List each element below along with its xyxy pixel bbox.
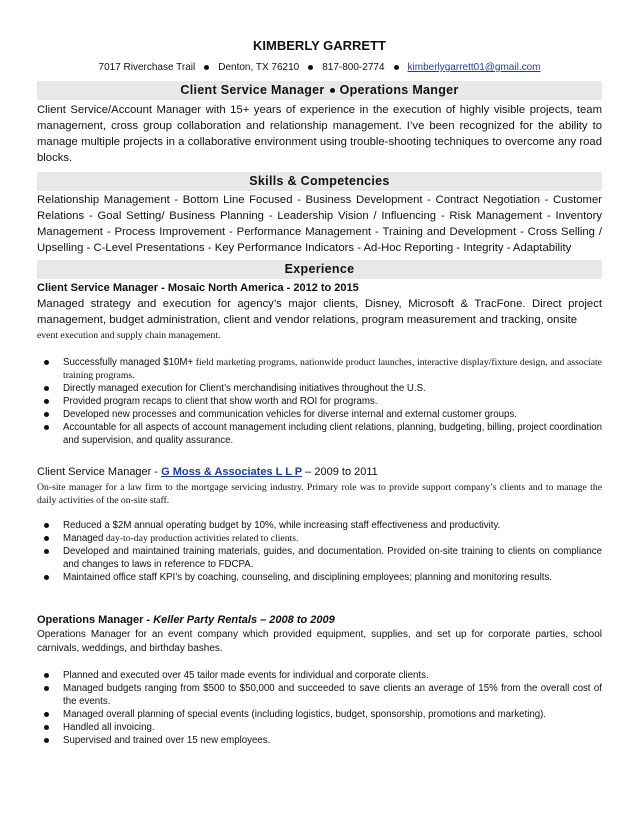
list-item: Supervised and trained over 15 new employees. [37, 734, 602, 747]
list-item: Developed and maintained training materials, guides, and documentation. Provided on-site training to clients on compliance and changes to laws in reference to FDCPA. [37, 545, 602, 571]
list-item: Directly managed execution for Client’s merchandising initiatives throughout the U.S. [37, 382, 602, 395]
job1-title [37, 280, 602, 296]
company-link[interactable]: G Moss & Associates L L P [161, 466, 303, 478]
list-item: Successfully managed $10M+ field marketing programs, nationwide product launches, interactive display/fixture design, and associate training programs. [37, 356, 602, 382]
job1-bullets [37, 356, 602, 447]
list-item: Managed overall planning of special events (including logistics, budget, sponsorship, promotions and marketing). [37, 708, 602, 721]
job2-desc: On-site manager for a law firm to the mortgage servicing industry. Primary role was to provide support company’s clients and to manage the daily activities of the on-site staff. [37, 482, 602, 506]
list-item: Reduced a $2M annual operating budget by 10%, while increasing staff effectiveness and productivity. [37, 519, 602, 532]
job3-desc: Operations Manager for an event company which provided equipment, supplies, and set up for corporate parties, school carnivals, weddings, and birthday bashes. [37, 629, 602, 654]
list-item: Managed day-to-day production activities related to clients. [37, 532, 602, 545]
candidate-name: KIMBERLY GARRETT [253, 38, 386, 53]
experience-heading: Experience [37, 260, 602, 279]
list-item: Planned and executed over 45 tailor made events for individual and corporate clients. [37, 669, 602, 682]
job1-desc-small: event execution and supply chain management. [37, 330, 221, 341]
job1-title-text: Client Service Manager - Mosaic North America - 2012 to 2015 [37, 282, 359, 294]
title-right: Operations Manger [339, 83, 459, 97]
list-item: Handled all invoicing. [37, 721, 602, 734]
list-item: Managed budgets ranging from $500 to $50,000 and succeeded to save clients an average of 15% from the overall cost of the events. [37, 682, 602, 708]
bullet-separator-icon [330, 88, 335, 93]
skills-text: Relationship Management - Bottom Line Focused - Business Development - Contract Negotiation - Customer Relations - Goal Setting/ Business Planning - Leadership Vision / Influencing - Risk Management - Inventory Management - Process Improvement - Performance Management - Training and Development - Cross Selling / Upselling - C-Level Presentations - Key Performance Indicators - Ad-Hoc Reporting - Integrity - Adaptability [37, 194, 602, 254]
bullet-separator-icon [204, 65, 209, 70]
phone: 817-800-2774 [322, 62, 385, 73]
title-left: Client Service Manager [180, 83, 325, 97]
list-item: Maintained office staff KPI’s by coaching, counseling, and disciplining employees; planning and monitoring results. [37, 571, 602, 584]
city: Denton, TX 76210 [218, 62, 300, 73]
summary: Client Service/Account Manager with 15+ years of experience in the execution of highly visible projects, team management, cross group collaboration and relationship management. I’ve been recognized for the ability to manage multiple projects in a collaborative environment using trouble-shooting techniques to overcome any road blocks. [37, 104, 602, 164]
bullet-separator-icon [308, 65, 313, 70]
job2-bullets [37, 519, 602, 584]
bullet-separator-icon [394, 65, 399, 70]
job1-desc: Managed strategy and execution for agency’s major clients, Disney, Microsoft & TracFone. Direct project management, budget administration, client and vendor relations, program measurement and tracking, onsite [37, 298, 602, 326]
title-band [37, 81, 602, 100]
job2-title: Client Service Manager - G Moss & Associates L L P – 2009 to 2011 [37, 466, 378, 478]
list-item: Provided program recaps to client that show worth and ROI for programs. [37, 395, 602, 408]
email-link[interactable]: kimberlygarrett01@gmail.com [407, 62, 541, 73]
list-item: Accountable for all aspects of account management including client relations, planning, budgeting, billing, project coordination and supervision, and quality assurance. [37, 421, 602, 447]
address: 7017 Riverchase Trail [98, 62, 196, 73]
job3-title: Operations Manager - Keller Party Rentals – 2008 to 2009 [37, 614, 335, 626]
list-item: Developed new processes and communication vehicles for diverse internal and external customer groups. [37, 408, 602, 421]
job3-bullets [37, 669, 602, 747]
contact-line [37, 62, 602, 73]
skills-heading: Skills & Competencies [37, 172, 602, 191]
